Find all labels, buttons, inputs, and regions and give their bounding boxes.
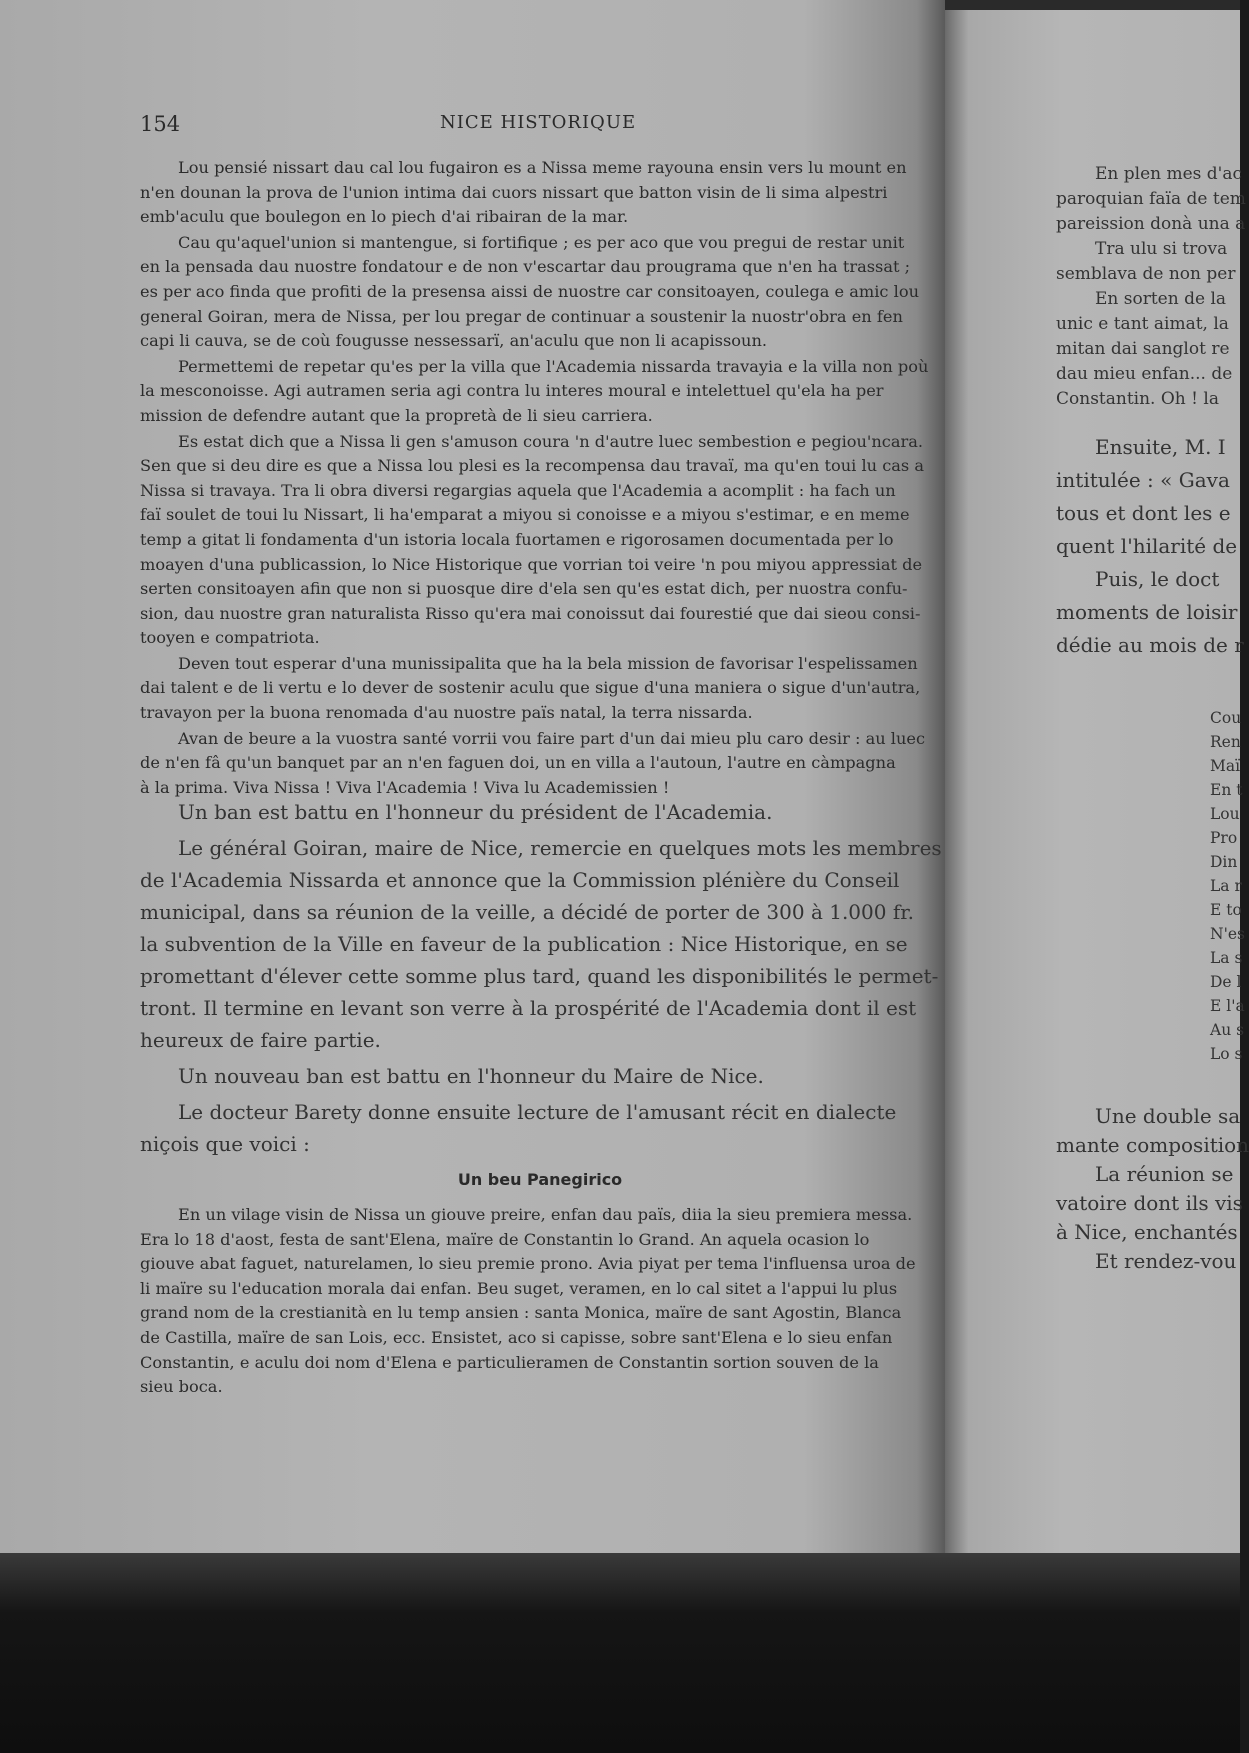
right-page [945, 10, 1249, 1553]
report-paragraph: Le général Goiran, maire de Nice, remercie en quelques mots les membres de l'Academia Nissarda et annonce que la Commission plénière du Conseil municipal, dans sa réunion de la veille, a décidé de porter de 300 à 1.000 fr. la subvention de la Ville en faveur de la publication : Nice Historique, en se promettant d'élever cette somme plus tard, quand les disponibilités le permet- tront. Il termine en levant son verre à la prospérité de l'Academia dont il est heureux de faire partie. [140, 836, 942, 1052]
right-top-line: En sorten de la [1095, 289, 1227, 309]
right-mid-line: dédie au mois de r [1056, 633, 1244, 657]
right-bottom-line: mante composition [1056, 1133, 1249, 1157]
poem-line: N'es [1210, 925, 1245, 943]
right-bottom-line: à Nice, enchantés [1056, 1220, 1238, 1244]
report-text [140, 796, 940, 1164]
right-top-line: semblava de non per [1056, 264, 1236, 284]
scanner-bed-shadow [0, 1553, 1240, 1753]
right-top-line: dau mieu enfan... de [1056, 364, 1233, 384]
right-mid-line: Puis, le doct [1095, 567, 1220, 591]
poem-line: En t [1210, 781, 1243, 799]
poem-line: Pro [1210, 829, 1238, 847]
report-paragraph: Un ban est battu en l'honneur du président de l'Academia. [178, 800, 773, 824]
poem-line: Ren [1210, 733, 1241, 751]
speech-paragraph: Deven tout esperar d'una munissipalita que ha la bela mission de favorisar l'espelissamen dai talent e de li vertu e lo dever de sostenir aculu que sigue d'una maniera o sigue d'un'autra, travayon per la buona renomada d'au nuostre païs natal, la terra nissarda. [140, 653, 921, 723]
poem-line: E l'a [1210, 997, 1245, 1015]
right-mid-line: tous et dont les e [1056, 501, 1231, 525]
poem-line: E to [1210, 901, 1242, 919]
report-paragraph: Un nouveau ban est battu en l'honneur du Maire de Nice. [178, 1064, 764, 1088]
right-mid-line: Ensuite, M. I [1095, 435, 1226, 459]
right-top-line: pareission donà una a [1056, 214, 1246, 234]
poem-line: Lo s [1210, 1045, 1243, 1063]
right-bottom-line: Et rendez-vou [1095, 1249, 1237, 1273]
story-paragraph: En un vilage visin de Nissa un giouve preire, enfan dau païs, diia la sieu premiera messa. Era lo 18 d'aost, festa de sant'Elena, maïre de Constantin lo Grand. An aquela ocasion lo giouve abat faguet, naturelamen, lo sieu premie prono. Avia piyat per tema l'influensa uroa de li maïre su l'education morala dai enfan. Beu suget, veramen, en lo cal sitet a l'appui lu plus grand nom de la crestianità en lu temp ansien : santa Monica, maïre de sant Agostin, Blanca de Castilla, maïre de san Lois, ecc. Ensistet, aco si capisse, sobre sant'Elena e lo sieu enfan Constantin, e aculu doi nom d'Elena e particulieramen de Constantin sortion souven de la sieu boca. [140, 1205, 916, 1397]
poem-line: Cou [1210, 709, 1242, 727]
speech-paragraph: Cau qu'aquel'union si mantengue, si fortifique ; es per aco que vou pregui de restar unit en la pensada dau nuostre fondatour e de non v'escartar dau prougrama que n'en ha trassat ; es per aco finda que profiti de la presensa aissi de nuostre car consitoayen, coulega e amic lou general Goiran, mera de Nissa, per lou pregar de continuar a soustenir la nuostr'obra en fen capi li cauva, se de coù fougusse nessessarï, an'aculu que non li acapissoun. [140, 232, 919, 351]
speech-paragraph: Avan de beure a la vuostra santé vorrii vou faire part d'un dai mieu plu caro desir : au luec de n'en fâ qu'un banquet par an n'en faguen doi, un en villa a l'autoun, l'autre en càmpagna à la prima. Viva Nissa ! Viva l'Academia ! Viva lu Academissien ! [140, 728, 926, 797]
right-top-line: unic e tant aimat, la [1056, 314, 1229, 334]
speech-paragraph: Lou pensié nissart dau cal lou fugairon es a Nissa meme rayouna ensin vers lu mount en n'en dounan la prova de l'union intima dai cuors nissart que batton visin de li sima alpestri emb'aculu que boulegon en lo piech d'ai ribairan de la mar. [140, 158, 907, 227]
right-bottom-line: La réunion se [1095, 1162, 1234, 1186]
speech-paragraph: Permettemi de repetar qu'es per la villa que l'Academia nissarda travayia e la villa non poù la mesconoisse. Agi autramen seria agi contra lu interes moural e intelettuel qu'ela ha per mission de defendre autant que la propretà de li sieu carriera. [140, 356, 929, 425]
poem-line: Din [1210, 853, 1238, 871]
poem-line: Lou [1210, 805, 1240, 823]
speech-paragraph: Es estat dich que a Nissa li gen s'amuson coura 'n d'autre luec sembestion e pegiou'ncara. Sen que si deu dire es que a Nissa lou plesi es la recompensa dau travaï, ma qu'en toui lu cas a Nissa si travaya. Tra li obra diversi regargias aquela que l'Academia a acomplit : ha fach un faï soulet de toui lu Nissart, li ha'emparat a miyou si conoisse e a miyou s'estimar, e en meme temp a gitat li fondamenta d'un istoria locala fuortamen e rigorosamen documentada per lo moayen d'una publicassion, lo Nice Historique que vorrian toi veire 'n pou miyou appressiat de serten consitoayen afin que non si puosque dire d'ela sen qu'es estat dich, per nuostra confu- sion, dau nuostre gran naturalista Risso qu'era mai conoissut dai fourestié que dai sieou consi- tooyen e compatriota. [140, 431, 925, 648]
poem-line: La s [1210, 949, 1243, 967]
right-top-line: Tra ulu si trova [1095, 239, 1228, 259]
right-mid-line: quent l'hilarité de [1056, 534, 1238, 558]
poem-line: De l [1210, 973, 1242, 991]
page-header [140, 108, 940, 142]
right-top-line: mitan dai sanglot re [1056, 339, 1230, 359]
right-mid-line: moments de loisir [1056, 600, 1238, 624]
page-number: 154 [140, 112, 181, 136]
running-title: NICE HISTORIQUE [440, 112, 637, 133]
right-top-line: paroquian faïa de tem [1056, 189, 1246, 209]
poem-line: Maï [1210, 757, 1241, 775]
right-bottom-line: vatoire dont ils vis [1056, 1191, 1243, 1215]
right-top-line: Constantin. Oh ! la [1056, 389, 1219, 409]
report-paragraph: Le docteur Barety donne ensuite lecture de l'amusant récit en dialecte niçois que voici : [140, 1100, 897, 1156]
right-top-line: En plen mes d'ac [1095, 164, 1243, 184]
story-title: Un beu Panegirico [457, 1170, 623, 1189]
right-mid-line: intitulée : « Gava [1056, 468, 1230, 492]
poem-line: Au s [1210, 1021, 1245, 1039]
speech-text [140, 156, 940, 801]
right-bottom-line: Une double sa [1095, 1104, 1241, 1128]
story-section [140, 1158, 940, 1401]
poem-line: La r [1210, 877, 1242, 895]
